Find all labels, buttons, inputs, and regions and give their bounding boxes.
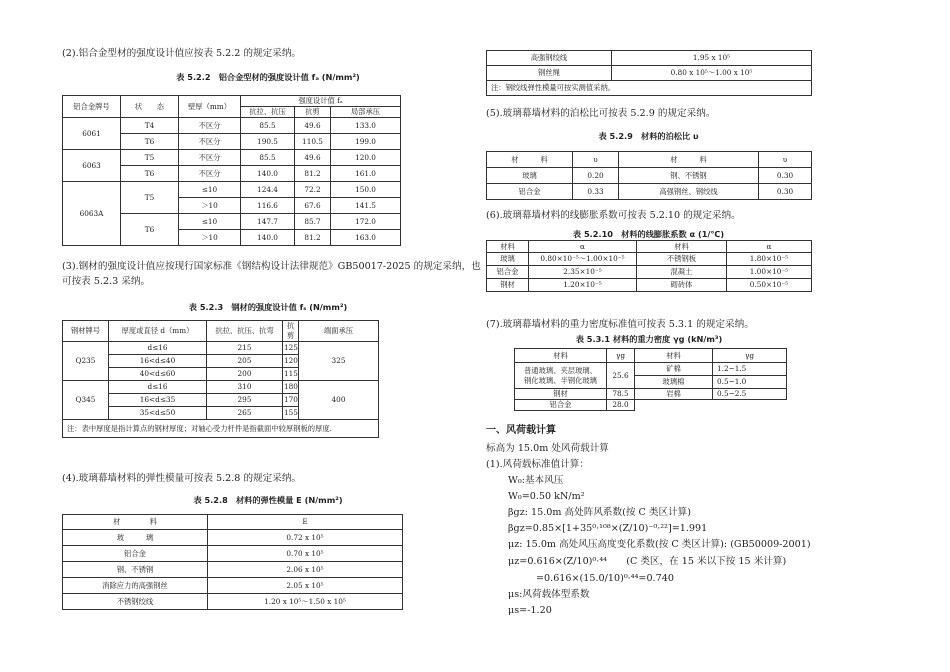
header-thickness: 厚度或直径 d（mm）: [109, 321, 207, 342]
cell: 高强钢丝、钢绞线: [619, 184, 759, 200]
calc-line: βgz=0.85×[1+35⁰·¹⁰⁸×(Z/10)⁻⁰·²²]=1.991: [508, 523, 708, 534]
cell: 120.0: [331, 150, 401, 166]
cell: 0.80 x 10⁵～1.00 x 10⁵: [612, 66, 812, 81]
cell: 砌砖体: [637, 279, 727, 292]
table-528-continued: [486, 50, 812, 96]
cell: 1.80×10⁻⁵: [727, 253, 812, 266]
header-material: 材料: [515, 349, 607, 363]
cell: T5: [121, 182, 179, 214]
cell: T5: [121, 150, 179, 166]
cell: 110.5: [295, 134, 331, 150]
paragraph-aluminum: (2).铝合金型材的强度设计值应按表 5.2.2 的规定采纳。: [62, 48, 302, 59]
glass-line1: 普通玻璃、夹层玻璃、: [524, 365, 597, 375]
cell: 0.72 x 10⁵: [208, 530, 403, 546]
header-material: 材 料: [619, 152, 759, 168]
glass-line2: 钢化玻璃、半钢化玻璃: [524, 375, 597, 385]
header-material: 材 料: [487, 152, 573, 168]
grade-6061: 6061: [63, 118, 121, 150]
cell: 40<d≤60: [109, 368, 207, 381]
cell: 钢、不锈钢: [619, 168, 759, 184]
header-shear-2: 剪: [286, 331, 295, 340]
table-529-caption: 表 5.2.9 材料的泊松比 υ: [598, 131, 699, 141]
cell: T4: [121, 118, 179, 134]
cell: 0.30: [759, 184, 812, 200]
cell: 49.6: [295, 150, 331, 166]
cell: 67.6: [295, 198, 331, 214]
cell: 岩棉: [635, 389, 713, 400]
table-528-note: 注：钢绞线弹性模量可按实测值采纳。: [487, 81, 812, 96]
cell: 1.00×10⁻⁵: [727, 266, 812, 279]
table-529: [486, 151, 812, 200]
table-522-caption: 表 5.2.2 铝合金型材的强度设计值 fₐ (N/mm²): [176, 72, 360, 82]
cell: 35<d≤50: [109, 407, 207, 420]
header-tension: 抗拉、抗压、抗弯: [207, 321, 283, 342]
cell: 不区分: [179, 150, 241, 166]
cell: 85.5: [241, 118, 295, 134]
grade-q345: Q345: [63, 381, 109, 420]
cell: 205: [207, 355, 283, 368]
header-alpha: α: [727, 241, 812, 253]
table-523: [62, 320, 379, 438]
cell: 49.6: [295, 118, 331, 134]
table-5210-caption: 表 5.2.10 材料的线膨胀系数 α (1/℃): [572, 229, 725, 239]
grade-6063a: 6063A: [63, 182, 121, 246]
cell: 0.80×10⁻⁵～1.00×10⁻⁵: [529, 253, 637, 266]
cell: 81.2: [295, 166, 331, 182]
table-523-caption: 表 5.2.3 钢材的强度设计值 fₛ (N/mm²): [188, 302, 348, 312]
cell: 85.7: [295, 214, 331, 230]
header-e: E: [208, 515, 403, 530]
header-material: 材料: [635, 349, 713, 363]
cell: ≤10: [179, 214, 241, 230]
cell: 0.30: [759, 168, 812, 184]
calc-line: W₀:基本风压: [508, 475, 564, 486]
cell: 161.0: [331, 166, 401, 182]
cell: 2.05 x 10⁵: [208, 578, 403, 594]
cell: 147.7: [241, 214, 295, 230]
header-steel-grade: 钢材牌号: [63, 321, 109, 342]
cell: 玻璃: [487, 253, 529, 266]
cell: 180: [283, 381, 299, 394]
calc-line: (1).风荷载标准值计算：: [486, 459, 589, 470]
cell: 铝合金: [487, 266, 529, 279]
cell: 不区分: [179, 134, 241, 150]
header-material: 材料: [487, 241, 529, 253]
cell: 钢材: [487, 279, 529, 292]
header-alpha: α: [529, 241, 637, 253]
calc-line: μs=-1.20: [508, 605, 552, 616]
cell: 0.70 x 10⁵: [208, 546, 403, 562]
paragraph-thermal-expansion: (6).玻璃幕墙材料的线膨胀系数可按表 5.2.10 的规定采纳。: [486, 210, 741, 221]
cell: 0.5~1.0: [713, 376, 787, 389]
cell: 215: [207, 342, 283, 355]
cell: 310: [207, 381, 283, 394]
paragraph-elastic-modulus: (4).玻璃幕墙材料的弹性模量可按表 5.2.8 的规定采纳。: [62, 473, 302, 484]
table-528-caption: 表 5.2.8 材料的弹性模量 E (N/mm²): [193, 495, 343, 505]
header-material: 材 料: [63, 515, 208, 530]
cell: 124.4: [241, 182, 295, 198]
calc-line: μz=0.616×(Z/10)⁰·⁴⁴ (C 类区，在 15 米以下按 15 米计算): [508, 556, 787, 567]
cell: 不区分: [179, 166, 241, 182]
cell: 172.0: [331, 214, 401, 230]
cell: 不区分: [179, 118, 241, 134]
header-material: 材料: [637, 241, 727, 253]
calc-line: W₀=0.50 kN/m²: [508, 491, 585, 502]
cell: 125: [283, 342, 299, 355]
cell: 矿棉: [635, 363, 713, 376]
grade-6063: 6063: [63, 150, 121, 182]
cell: 0.33: [573, 184, 619, 200]
bearing-q235: 325: [299, 342, 379, 381]
cell: 1.20×10⁻⁵: [529, 279, 637, 292]
table-531: [514, 348, 787, 411]
cell: 混凝土: [637, 266, 727, 279]
cell: 155: [283, 407, 299, 420]
cell: 不锈钢绞线: [63, 594, 208, 610]
cell: 钢丝绳: [487, 66, 612, 81]
header-shear: [283, 321, 299, 342]
cell: 295: [207, 394, 283, 407]
calc-line: βgz: 15.0m 高处阵风系数(按 C 类区计算): [508, 507, 691, 518]
cell: 1.20 x 10⁵～1.50 x 10⁵: [208, 594, 403, 610]
cell: 170: [283, 394, 299, 407]
bearing-q345: 400: [299, 381, 379, 420]
cell: 140.0: [241, 166, 295, 182]
cell: 116.6: [241, 198, 295, 214]
cell: 铝合金: [487, 184, 573, 200]
cell: 200: [207, 368, 283, 381]
cell: 141.5: [331, 198, 401, 214]
paragraph-steel-line2: 可按表 5.2.3 采纳。: [62, 276, 151, 287]
cell: 1.2~1.5: [713, 363, 787, 376]
cell: 铝合金: [63, 546, 208, 562]
calc-line: μs:风荷载体型系数: [508, 589, 590, 600]
header-shear-1: 抗: [286, 321, 295, 330]
cell: 163.0: [331, 230, 401, 246]
table-528: [62, 514, 403, 610]
cell: 玻 璃: [63, 530, 208, 546]
cell: T6: [121, 134, 179, 150]
cell: 1.95 x 10⁵: [612, 51, 812, 66]
cell: 2.35×10⁻⁵: [529, 266, 637, 279]
grade-q235: Q235: [63, 342, 109, 381]
header-thickness: 壁厚（mm）: [179, 96, 241, 118]
cell: d≤16: [109, 381, 207, 394]
cell: ≤10: [179, 182, 241, 198]
paragraph-steel-line1: (3).钢材的强度设计值应按现行国家标准《钢结构设计法律规范》GB50017-2025 的规定采纳，也: [62, 261, 481, 272]
cell: 0.20: [573, 168, 619, 184]
cell: ＞10: [179, 198, 241, 214]
cell: 140.0: [241, 230, 295, 246]
cell: 16<d≤40: [109, 355, 207, 368]
section-heading-wind-load: 一、风荷载计算: [486, 425, 556, 436]
cell: 2.06 x 10⁵: [208, 562, 403, 578]
header-alloy-grade: 铝合金牌号: [63, 96, 121, 118]
header-poisson: υ: [759, 152, 812, 168]
cell-glass: [515, 363, 607, 389]
calc-line: μz: 15.0m 高处风压高度变化系数(按 C 类区计算): (GB50009-2001): [508, 539, 811, 550]
header-state: 状 态: [121, 96, 179, 118]
cell: 16<d≤35: [109, 394, 207, 407]
cell: 81.2: [295, 230, 331, 246]
table-523-note: 注：表中厚度是指计算点的钢材厚度；对轴心受力杆件是指截面中较厚钢板的厚度.: [63, 420, 379, 438]
cell: 28.0: [607, 400, 635, 411]
cell: 120: [283, 355, 299, 368]
cell: 钢、不锈钢: [63, 562, 208, 578]
cell: T6: [121, 166, 179, 182]
cell: 钢材: [515, 389, 607, 400]
cell: 25.6: [607, 363, 635, 389]
cell: ＞10: [179, 230, 241, 246]
calc-line: =0.616×(15.0/10)⁰·⁴⁴=0.740: [536, 573, 674, 584]
cell: 铝合金: [515, 400, 607, 411]
cell: 消除应力的高强钢丝: [63, 578, 208, 594]
cell: 115: [283, 368, 299, 381]
cell: 0.5~2.5: [713, 389, 787, 400]
cell: 不锈钢板: [637, 253, 727, 266]
calc-line: 标高为 15.0m 处风荷载计算: [486, 443, 609, 454]
header-end-bearing: 端面承压: [299, 321, 379, 342]
cell: 265: [207, 407, 283, 420]
cell: 150.0: [331, 182, 401, 198]
cell: 0.50×10⁻⁵: [727, 279, 812, 292]
cell: 78.5: [607, 389, 635, 400]
header-bearing: 局部承压: [331, 107, 401, 118]
cell: 133.0: [331, 118, 401, 134]
cell: T6: [121, 214, 179, 246]
cell: 玻璃: [487, 168, 573, 184]
header-gamma: γg: [713, 349, 787, 363]
cell: d≤16: [109, 342, 207, 355]
cell: 199.0: [331, 134, 401, 150]
paragraph-density: (7).玻璃幕墙材料的重力密度标准值可按表 5.3.1 的规定采纳。: [486, 319, 754, 330]
cell: 高强钢绞线: [487, 51, 612, 66]
cell: 190.5: [241, 134, 295, 150]
header-poisson: υ: [573, 152, 619, 168]
paragraph-poisson: (5).玻璃幕墙材料的泊松比可按表 5.2.9 的规定采纳。: [486, 108, 716, 119]
header-shear: 抗剪: [295, 107, 331, 118]
header-design-strength: 强度设计值 fₐ: [241, 96, 401, 107]
table-5210: [486, 240, 812, 292]
cell: 72.2: [295, 182, 331, 198]
header-tension: 抗拉、抗压: [241, 107, 295, 118]
cell: 玻璃棉: [635, 376, 713, 389]
cell: 85.5: [241, 150, 295, 166]
header-gamma: γg: [607, 349, 635, 363]
table-531-caption: 表 5.3.1 材料的重力密度 γg (kN/m³): [575, 334, 723, 344]
table-522: [62, 95, 401, 246]
